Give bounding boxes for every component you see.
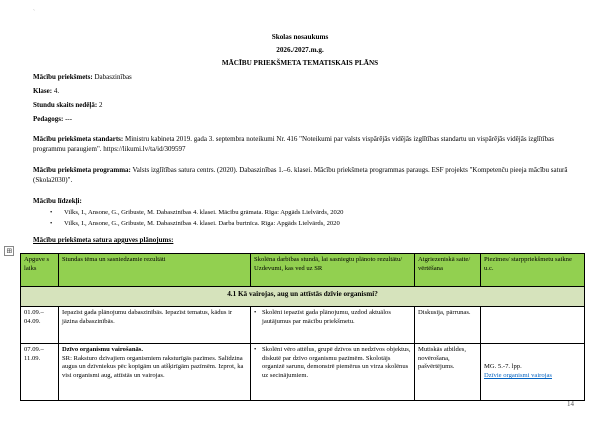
feedback-cell: Diskusija, pārrunas. — [415, 307, 481, 344]
dates-cell: 01.09.– 04.09. — [21, 307, 59, 344]
activity-cell — [251, 344, 415, 401]
section-row — [21, 287, 585, 307]
subject-line — [33, 73, 132, 82]
notes-text: MG. 5.-7. lpp. — [484, 363, 522, 371]
standard-label: Mācību priekšmeta standarts: — [33, 135, 124, 143]
resources-title: Mācību līdzekļi: — [33, 197, 82, 205]
standard-text: Ministru kabineta 2019. gada 3. septembra noteikumi Nr. 416 "Noteikumi par valsts vispārējās vidējās izglītības standartu un vispārējās vidējās izglītības programmu paraugiem". https://likumi.lv/ta/id/309597 — [33, 135, 554, 154]
column-header: Atgriezeniskā saite/ vērtēšana — [415, 254, 481, 287]
page-number: 14 — [567, 400, 574, 408]
column-header: Skolēna darbības stundā, lai sasniegtu plānoto rezultātu/ Uzdevumi, kas ved uz SR — [251, 254, 415, 287]
grade-label: Klase: — [33, 87, 53, 95]
program-text: Valsts izglītības satura centrs. (2020). Dabaszinības 1.–6. klasei. Mācību priekšmeta programmas paraugs. ESF projekts "Kompetenču pieeja mācību saturā (Skola2030)". — [33, 166, 568, 185]
subject-value: Dabaszinības — [94, 73, 132, 81]
document-title: MĀCĪBU PRIEKŠMETA TEMATISKAIS PLĀNS — [221, 59, 379, 67]
program-paragraph — [33, 165, 578, 185]
resource-item: • Vilks, I., Ansone, G., Gribuste, M. Dabaszinības 4. klasei. Mācību grāmata. Rīga: Apgāds Lielvārds, 2020 — [50, 209, 343, 220]
topic-title: Dzīvo organismu vairošanās. — [62, 346, 144, 353]
notes-cell — [481, 307, 585, 344]
notes-link[interactable]: Dzīvie organismi vairojas — [484, 372, 552, 379]
table-header-row — [21, 254, 585, 287]
notes-cell — [481, 344, 585, 401]
activity-cell — [251, 307, 415, 344]
plan-title: Mācību priekšmeta satura apguves plānojums: — [33, 236, 174, 244]
activity-text: • Skolēni vēro attēlus, grupē dzīvos un nedzīvos objektus, diskutē par dzīvo organismu pazīmēm. Skolotājs organizē sarunu, demonstrē piemērus un virza skolēnus uz secinājumiem. — [254, 346, 411, 380]
topic-cell — [59, 344, 251, 401]
hours-line — [33, 101, 102, 110]
resource-item: • Vilks, I., Ansone, G., Gribuste, M. Dabaszinības 4. klasei. Darba burtnīca. Rīga: Apgāds Lielvārds, 2020 — [50, 220, 343, 231]
subject-label: Mācību priekšmets: — [33, 73, 93, 81]
school-name: Skolas nosaukums — [271, 33, 329, 41]
teacher-label: Pedagogs: — [33, 115, 64, 123]
teacher-line — [33, 115, 72, 124]
grade-line — [33, 87, 59, 96]
plan-table — [20, 253, 585, 401]
activity-text: • Skolēni iepazīst gada plānojumu, uzdod aktuālos jautājumus par mācību priekšmetu. — [254, 309, 411, 326]
stray-mark: ` — [33, 10, 35, 16]
standard-paragraph — [33, 134, 578, 154]
column-header: Stundas tēma un sasniedzamie rezultāti — [59, 254, 251, 287]
hours-label: Stundu skaits nedēļā: — [33, 101, 98, 109]
topic-cell — [59, 307, 251, 344]
topic-text: SR: Raksturo dzīvajiem organismiem raksturīgās pazīmes. Salīdzina augus un dzīvniekus pēc kopīgām un atšķirīgām pazīmēm. Izprot, ka visi organismi aug, attīstās un vairojas. — [62, 354, 244, 379]
table-row — [21, 307, 585, 344]
table-row — [21, 344, 585, 401]
feedback-cell: Mutiskās atbildes, novērošana, pašvērtējums. — [415, 344, 481, 401]
section-title: 4.1 Kā vairojas, aug un attīstās dzīvie organismi? — [21, 287, 585, 307]
dates-cell: 07.09.– 11.09. — [21, 344, 59, 401]
hours-value: 2 — [98, 101, 103, 109]
column-header: Piezīmes/ starppriekšmetu saikne u.c. — [481, 254, 585, 287]
program-label: Mācību priekšmeta programma: — [33, 166, 131, 174]
column-header: Apguve s laiks — [21, 254, 59, 287]
teacher-value: --- — [65, 115, 73, 123]
grade-value: 4. — [53, 87, 60, 95]
table-move-handle-icon[interactable]: ⊞ — [4, 246, 14, 256]
resources-list — [50, 209, 343, 231]
school-year: 2026./2027.m.g. — [276, 46, 324, 54]
topic-text: Iepazīst gada plānojumu dabaszinībās. Iepazīst tematus, kādus ir jāzina dabaszinībās. — [62, 309, 233, 325]
